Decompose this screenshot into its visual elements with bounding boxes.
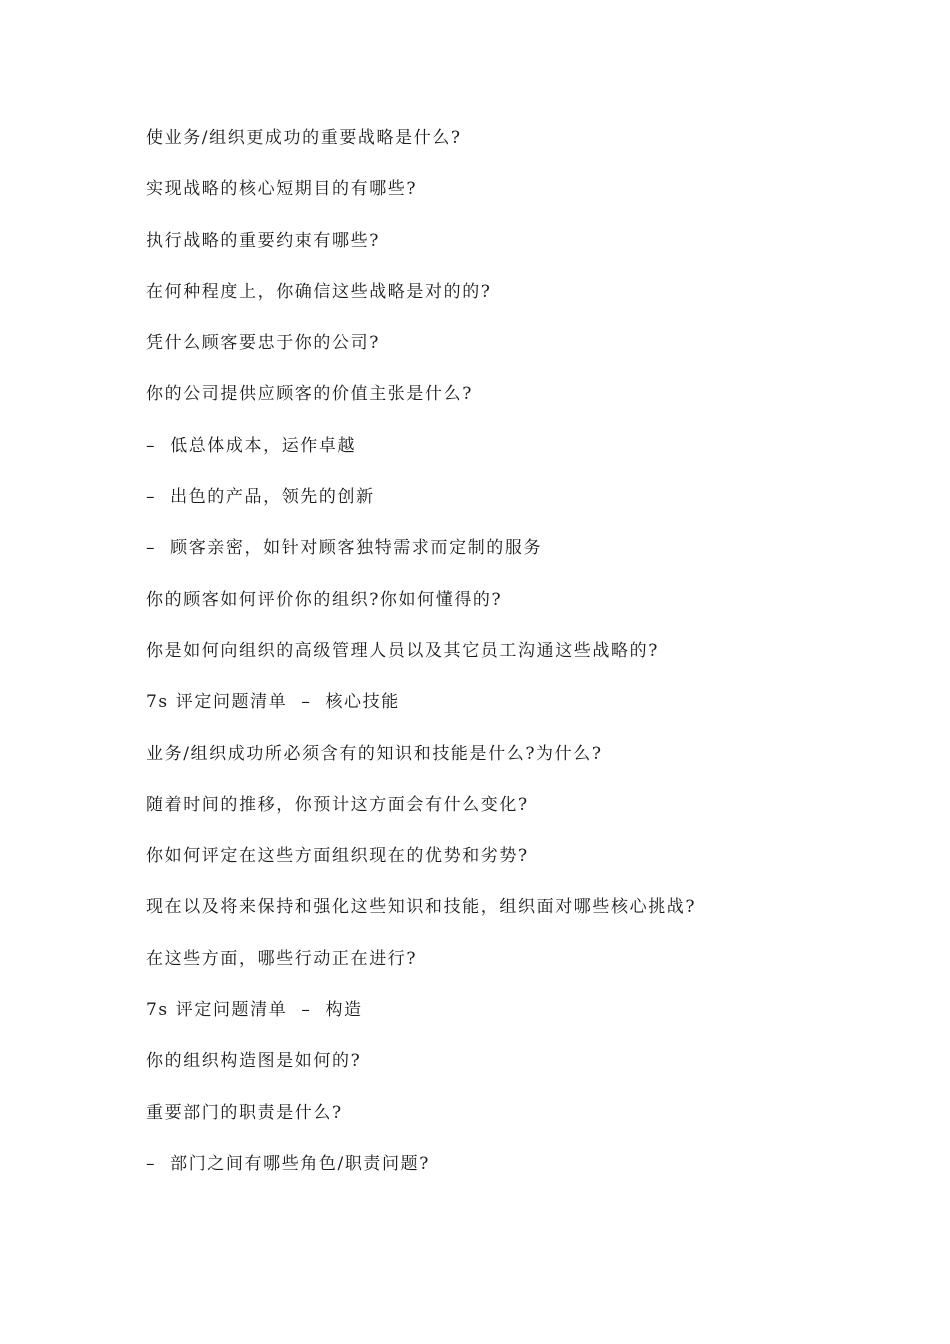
bullet-line: – 出色的产品，领先的创新 xyxy=(146,487,375,508)
question-line: 在何种程度上，你确信这些战略是对的的? xyxy=(146,281,492,302)
bullet-line: – 顾客亲密，如针对顾客独特需求而定制的服务 xyxy=(146,538,543,559)
question-line: 实现战略的核心短期目的有哪些? xyxy=(146,179,418,200)
question-line: 你的组织构造图是如何的? xyxy=(146,1051,362,1072)
question-line: 执行战略的重要约束有哪些? xyxy=(146,230,380,251)
question-line: 业务/组织成功所必须含有的知识和技能是什么?为什么? xyxy=(146,743,603,764)
question-line: 随着时间的推移，你预计这方面会有什么变化? xyxy=(146,794,529,815)
question-line: 使业务/组织更成功的重要战略是什么? xyxy=(146,128,462,148)
section-heading: 7s 评定问题清单 – 构造 xyxy=(146,1000,363,1021)
section-heading: 7s 评定问题清单 – 核心技能 xyxy=(146,692,400,713)
bullet-line: – 低总体成本，运作卓越 xyxy=(146,435,357,456)
document-body xyxy=(146,127,906,1204)
bullet-line: – 部门之间有哪些角色/职责问题? xyxy=(146,1153,430,1174)
question-line: 你的公司提供应顾客的价值主张是什么? xyxy=(146,384,473,405)
question-line: 现在以及将来保持和强化这些知识和技能，组织面对哪些核心挑战? xyxy=(146,897,697,918)
question-line: 重要部门的职责是什么? xyxy=(146,1102,343,1123)
question-line: 在这些方面，哪些行动正在进行? xyxy=(146,948,418,969)
question-line: 你的顾客如何评价你的组织?你如何懂得的? xyxy=(146,589,503,610)
question-line: 你如何评定在这些方面组织现在的优势和劣势? xyxy=(146,846,529,867)
question-line: 凭什么顾客要忠于你的公司? xyxy=(146,333,380,354)
question-line: 你是如何向组织的高级管理人员以及其它员工沟通这些战略的? xyxy=(146,640,659,661)
